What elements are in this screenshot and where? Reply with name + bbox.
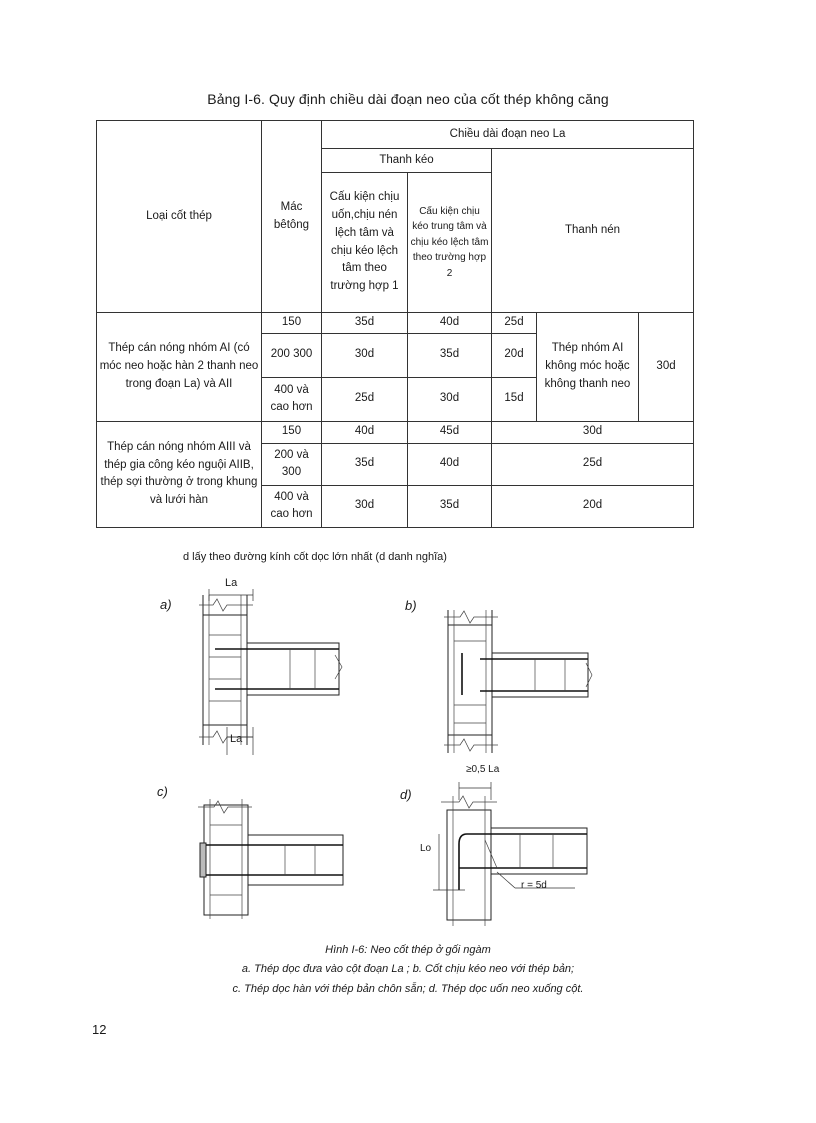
figure-b-drawing [440, 605, 600, 770]
table-note: d lấy theo đường kính cốt dọc lớn nhất (d danh nghĩa) [183, 551, 447, 563]
header-mac: Mác bêtông [262, 121, 322, 313]
figure-d-drawing [425, 780, 605, 930]
mac-cell: 200 300 [262, 333, 322, 377]
header-thanh-keo: Thanh kéo [322, 149, 492, 173]
value-cell: 40d [322, 421, 408, 443]
mac-cell: 200 và 300 [262, 443, 322, 485]
header-thanh-nen: Thanh nén [492, 149, 694, 313]
figure-c-label: c) [157, 784, 168, 799]
group2-label: Thép cán nóng nhóm AIII và thép gia công kéo nguội AIIB, thép sợi thường ở trong khung và lưới hàn [97, 421, 262, 527]
header-truong-hop-1: Cấu kiện chịu uốn,chịu nén lệch tâm và chịu kéo lệch tâm theo trường hợp 1 [322, 173, 408, 313]
value-cell: 40d [408, 313, 492, 334]
figure-d-radius-label: r = 5d [521, 880, 547, 891]
value-cell: 45d [408, 421, 492, 443]
figure-a-la-label-bottom: La [230, 733, 243, 745]
header-truong-hop-2: Cấu kiện chịu kéo trung tâm và chịu kéo lệch tâm theo trường hợp 2 [408, 173, 492, 313]
page-number: 12 [92, 1022, 107, 1037]
figure-d-label: d) [400, 787, 412, 802]
anchor-length-table [96, 120, 694, 528]
group1-label: Thép cán nóng nhóm AI (có móc neo hoặc hàn 2 thanh neo trong đoạn La) và AII [97, 313, 262, 422]
value-cell: 30d [322, 333, 408, 377]
value-cell: 30d [408, 377, 492, 421]
figure-d-lo-label: Lo [420, 843, 432, 854]
value-cell: 35d [322, 313, 408, 334]
table-title: Bảng I-6. Quy định chiều dài đoạn neo của cốt thép không căng [207, 91, 609, 107]
value-cell: 35d [408, 485, 492, 527]
figure-c-drawing [190, 795, 355, 925]
figure-a-la-label: La [225, 577, 238, 589]
value-cell: 35d [408, 333, 492, 377]
header-chieu-dai: Chiều dài đoạn neo La [322, 121, 694, 149]
header-loai: Loại cốt thép [97, 121, 262, 313]
value-cell: 25d [322, 377, 408, 421]
value-cell: 20d [492, 333, 537, 377]
figure-b-label: b) [405, 598, 417, 613]
value-cell: 25d [492, 443, 694, 485]
group1-note: Thép nhóm AI không móc hoặc không thanh neo [537, 313, 639, 422]
figure-caption-line-2: c. Thép dọc hàn với thép bản chôn sẵn; d. Thép dọc uốn neo xuống cột. [232, 983, 584, 995]
value-cell: 35d [322, 443, 408, 485]
value-cell: 15d [492, 377, 537, 421]
value-cell: 20d [492, 485, 694, 527]
value-cell: 30d [492, 421, 694, 443]
mac-cell: 150 [262, 421, 322, 443]
mac-cell: 400 và cao hơn [262, 377, 322, 421]
figure-a-label: a) [160, 597, 172, 612]
value-cell: 30d [322, 485, 408, 527]
mac-cell: 400 và cao hơn [262, 485, 322, 527]
value-cell: 25d [492, 313, 537, 334]
value-cell: 40d [408, 443, 492, 485]
figure-caption-title: Hình I-6: Neo cốt thép ở gối ngàm [325, 944, 491, 956]
figure-a-drawing [195, 575, 355, 765]
group1-note-value: 30d [639, 313, 694, 422]
figure-caption-line-1: a. Thép dọc đưa vào cột đoạn La ; b. Cốt chịu kéo neo với thép bản; [241, 963, 575, 975]
figure-d-half-la-label: ≥0,5 La [466, 764, 500, 775]
mac-cell: 150 [262, 313, 322, 334]
